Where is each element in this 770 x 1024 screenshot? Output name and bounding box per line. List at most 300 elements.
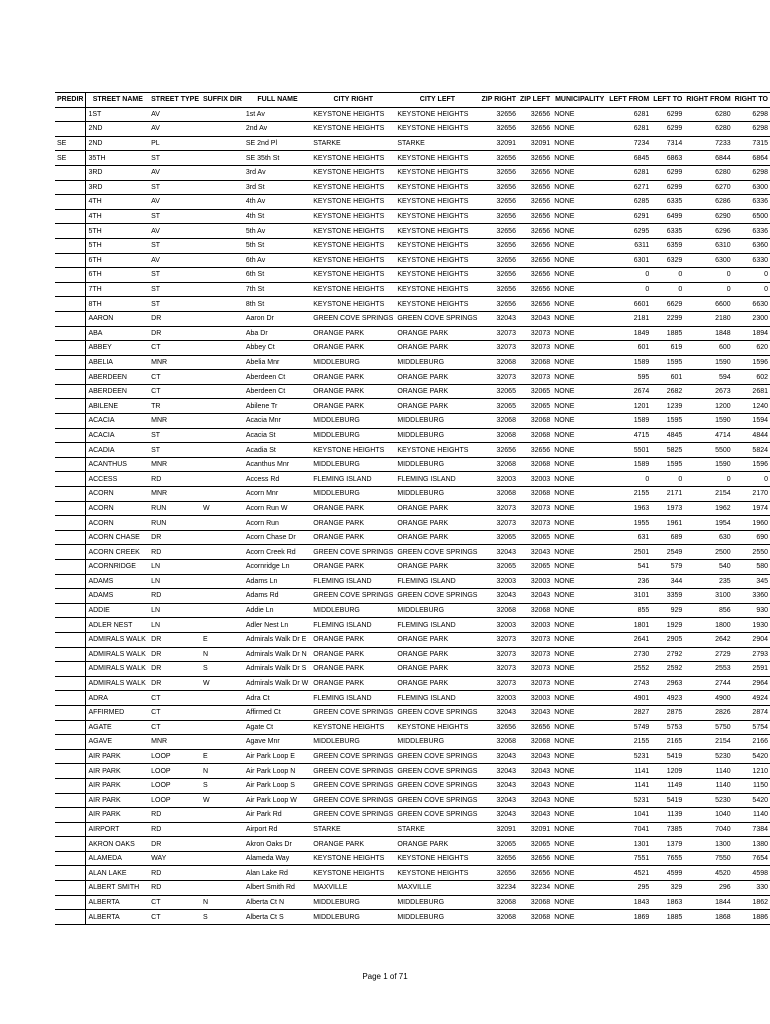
- cell-suffix-dir: [201, 720, 244, 735]
- cell-street-name: 4TH: [86, 209, 149, 224]
- cell-city-left: KEYSTONE HEIGHTS: [395, 720, 479, 735]
- cell-street-type: RD: [149, 822, 201, 837]
- cell-city-left: MIDDLEBURG: [395, 603, 479, 618]
- cell-municipality: NONE: [552, 165, 607, 180]
- cell-right-to: 1380: [733, 837, 770, 852]
- cell-right-from: 1590: [684, 457, 732, 472]
- cell-zip-right: 32043: [479, 793, 517, 808]
- cell-suffix-dir: [201, 443, 244, 458]
- cell-full-name: Alan Lake Rd: [244, 866, 311, 881]
- cell-city-left: ORANGE PARK: [395, 341, 479, 356]
- table-row: [55, 691, 770, 706]
- cell-city-left: KEYSTONE HEIGHTS: [395, 268, 479, 283]
- table-row: [55, 705, 770, 720]
- cell-street-type: DR: [149, 662, 201, 677]
- cell-municipality: NONE: [552, 618, 607, 633]
- cell-street-name: ALAN LAKE: [86, 866, 149, 881]
- cell-left-to: 7314: [651, 136, 684, 151]
- cell-street-type: RUN: [149, 501, 201, 516]
- cell-full-name: 6th St: [244, 268, 311, 283]
- cell-suffix-dir: [201, 209, 244, 224]
- cell-suffix-dir: [201, 837, 244, 852]
- cell-right-to: 1596: [733, 457, 770, 472]
- table-row: [55, 881, 770, 896]
- cell-suffix-dir: [201, 560, 244, 575]
- table-row: [55, 895, 770, 910]
- cell-zip-left: 32073: [518, 370, 552, 385]
- cell-street-type: LOOP: [149, 749, 201, 764]
- cell-city-left: KEYSTONE HEIGHTS: [395, 866, 479, 881]
- cell-suffix-dir: [201, 428, 244, 443]
- cell-left-to: 1885: [651, 910, 684, 925]
- cell-zip-left: 32656: [518, 224, 552, 239]
- cell-left-from: 1141: [607, 764, 651, 779]
- cell-city-right: MIDDLEBURG: [311, 735, 395, 750]
- cell-municipality: NONE: [552, 574, 607, 589]
- cell-municipality: NONE: [552, 268, 607, 283]
- cell-left-from: 7234: [607, 136, 651, 151]
- cell-right-to: 1930: [733, 618, 770, 633]
- cell-suffix-dir: [201, 282, 244, 297]
- cell-right-to: 1894: [733, 326, 770, 341]
- table-row: [55, 618, 770, 633]
- cell-suffix-dir: W: [201, 676, 244, 691]
- cell-city-left: KEYSTONE HEIGHTS: [395, 107, 479, 122]
- cell-zip-right: 32068: [479, 457, 517, 472]
- cell-municipality: NONE: [552, 443, 607, 458]
- cell-predir: [55, 676, 86, 691]
- cell-city-right: KEYSTONE HEIGHTS: [311, 297, 395, 312]
- cell-left-to: 7655: [651, 851, 684, 866]
- cell-right-to: 1974: [733, 501, 770, 516]
- cell-city-right: KEYSTONE HEIGHTS: [311, 851, 395, 866]
- cell-zip-right: 32073: [479, 632, 517, 647]
- cell-suffix-dir: [201, 370, 244, 385]
- page-number: Page 1 of 71: [362, 972, 408, 981]
- table-row: [55, 589, 770, 604]
- cell-suffix-dir: [201, 122, 244, 137]
- table-row: [55, 297, 770, 312]
- cell-right-to: 0: [733, 472, 770, 487]
- cell-city-right: KEYSTONE HEIGHTS: [311, 195, 395, 210]
- cell-left-to: 689: [651, 530, 684, 545]
- cell-right-from: 235: [684, 574, 732, 589]
- cell-zip-right: 32656: [479, 282, 517, 297]
- cell-zip-left: 32656: [518, 238, 552, 253]
- cell-street-type: LN: [149, 560, 201, 575]
- cell-street-type: ST: [149, 443, 201, 458]
- cell-right-to: 330: [733, 881, 770, 896]
- cell-zip-right: 32073: [479, 647, 517, 662]
- cell-right-to: 930: [733, 603, 770, 618]
- cell-predir: [55, 545, 86, 560]
- cell-street-name: ABBEY: [86, 341, 149, 356]
- cell-city-left: GREEN COVE SPRINGS: [395, 545, 479, 560]
- cell-municipality: NONE: [552, 910, 607, 925]
- cell-city-right: ORANGE PARK: [311, 384, 395, 399]
- cell-right-from: 7233: [684, 136, 732, 151]
- cell-suffix-dir: [201, 253, 244, 268]
- cell-street-name: 3RD: [86, 180, 149, 195]
- cell-street-name: ACADIA: [86, 443, 149, 458]
- cell-left-to: 6299: [651, 107, 684, 122]
- cell-suffix-dir: [201, 866, 244, 881]
- column-header-right-from: RIGHT FROM: [684, 93, 732, 108]
- cell-city-left: GREEN COVE SPRINGS: [395, 764, 479, 779]
- cell-street-type: RD: [149, 472, 201, 487]
- cell-right-to: 580: [733, 560, 770, 575]
- cell-zip-left: 32656: [518, 720, 552, 735]
- cell-city-left: ORANGE PARK: [395, 837, 479, 852]
- table-row: [55, 282, 770, 297]
- cell-left-from: 1589: [607, 414, 651, 429]
- cell-zip-left: 32656: [518, 165, 552, 180]
- cell-left-from: 2730: [607, 647, 651, 662]
- cell-left-to: 2299: [651, 311, 684, 326]
- cell-city-right: ORANGE PARK: [311, 530, 395, 545]
- cell-full-name: Acorn Run W: [244, 501, 311, 516]
- cell-right-from: 6270: [684, 180, 732, 195]
- cell-suffix-dir: W: [201, 501, 244, 516]
- table-row: [55, 151, 770, 166]
- cell-left-from: 1589: [607, 355, 651, 370]
- cell-zip-right: 32003: [479, 472, 517, 487]
- cell-street-type: MNR: [149, 735, 201, 750]
- cell-predir: [55, 705, 86, 720]
- cell-full-name: Acorn Chase Dr: [244, 530, 311, 545]
- cell-zip-left: 32003: [518, 472, 552, 487]
- cell-municipality: NONE: [552, 414, 607, 429]
- cell-street-name: ACCESS: [86, 472, 149, 487]
- cell-right-to: 0: [733, 282, 770, 297]
- cell-predir: [55, 370, 86, 385]
- cell-suffix-dir: [201, 457, 244, 472]
- cell-full-name: Access Rd: [244, 472, 311, 487]
- cell-full-name: Airport Rd: [244, 822, 311, 837]
- cell-zip-left: 32065: [518, 530, 552, 545]
- cell-city-right: MIDDLEBURG: [311, 414, 395, 429]
- cell-street-type: AV: [149, 195, 201, 210]
- cell-left-to: 619: [651, 341, 684, 356]
- cell-suffix-dir: [201, 851, 244, 866]
- cell-street-name: ACACIA: [86, 414, 149, 429]
- cell-municipality: NONE: [552, 676, 607, 691]
- column-header-full-name: FULL NAME: [244, 93, 311, 108]
- cell-left-from: 6271: [607, 180, 651, 195]
- table-row: [55, 676, 770, 691]
- cell-street-type: ST: [149, 297, 201, 312]
- cell-right-to: 2591: [733, 662, 770, 677]
- cell-street-name: ABA: [86, 326, 149, 341]
- cell-zip-left: 32656: [518, 151, 552, 166]
- cell-predir: [55, 195, 86, 210]
- cell-left-to: 0: [651, 268, 684, 283]
- table-row: [55, 516, 770, 531]
- cell-city-right: KEYSTONE HEIGHTS: [311, 268, 395, 283]
- cell-street-type: LN: [149, 574, 201, 589]
- cell-city-right: FLEMING ISLAND: [311, 574, 395, 589]
- cell-zip-left: 32043: [518, 764, 552, 779]
- cell-predir: [55, 647, 86, 662]
- cell-predir: [55, 501, 86, 516]
- cell-municipality: NONE: [552, 238, 607, 253]
- cell-suffix-dir: [201, 881, 244, 896]
- cell-right-to: 4844: [733, 428, 770, 443]
- cell-municipality: NONE: [552, 793, 607, 808]
- cell-city-right: KEYSTONE HEIGHTS: [311, 720, 395, 735]
- cell-right-from: 1140: [684, 778, 732, 793]
- cell-zip-right: 32656: [479, 224, 517, 239]
- cell-right-from: 5230: [684, 749, 732, 764]
- cell-street-name: 6TH: [86, 253, 149, 268]
- cell-city-left: MIDDLEBURG: [395, 355, 479, 370]
- cell-zip-left: 32068: [518, 355, 552, 370]
- cell-zip-right: 32656: [479, 151, 517, 166]
- table-row: [55, 764, 770, 779]
- table-row: [55, 545, 770, 560]
- cell-municipality: NONE: [552, 808, 607, 823]
- table-row: [55, 238, 770, 253]
- cell-suffix-dir: [201, 107, 244, 122]
- cell-street-type: CT: [149, 895, 201, 910]
- cell-predir: [55, 837, 86, 852]
- cell-city-left: KEYSTONE HEIGHTS: [395, 238, 479, 253]
- cell-predir: [55, 253, 86, 268]
- cell-left-from: 6311: [607, 238, 651, 253]
- cell-zip-left: 32068: [518, 487, 552, 502]
- cell-suffix-dir: [201, 574, 244, 589]
- table-row: [55, 662, 770, 677]
- cell-right-from: 1590: [684, 355, 732, 370]
- cell-right-from: 1954: [684, 516, 732, 531]
- cell-municipality: NONE: [552, 370, 607, 385]
- cell-city-right: GREEN COVE SPRINGS: [311, 764, 395, 779]
- cell-zip-left: 32656: [518, 866, 552, 881]
- cell-zip-right: 32068: [479, 895, 517, 910]
- cell-left-from: 6281: [607, 165, 651, 180]
- cell-street-name: ALBERT SMITH: [86, 881, 149, 896]
- cell-street-name: ACORN: [86, 487, 149, 502]
- cell-municipality: NONE: [552, 691, 607, 706]
- cell-left-to: 1379: [651, 837, 684, 852]
- table-row: [55, 268, 770, 283]
- cell-right-to: 4924: [733, 691, 770, 706]
- cell-suffix-dir: [201, 808, 244, 823]
- cell-city-left: KEYSTONE HEIGHTS: [395, 180, 479, 195]
- cell-left-to: 5419: [651, 749, 684, 764]
- cell-street-type: LN: [149, 603, 201, 618]
- cell-left-to: 3359: [651, 589, 684, 604]
- cell-predir: [55, 603, 86, 618]
- cell-full-name: Affirmed Ct: [244, 705, 311, 720]
- cell-city-right: FLEMING ISLAND: [311, 618, 395, 633]
- cell-zip-right: 32043: [479, 705, 517, 720]
- cell-zip-right: 32068: [479, 428, 517, 443]
- cell-zip-right: 32091: [479, 822, 517, 837]
- cell-predir: [55, 238, 86, 253]
- cell-zip-right: 32043: [479, 545, 517, 560]
- cell-zip-left: 32043: [518, 749, 552, 764]
- table-row: [55, 837, 770, 852]
- cell-street-name: ALBERTA: [86, 895, 149, 910]
- cell-right-to: 1862: [733, 895, 770, 910]
- cell-left-to: 579: [651, 560, 684, 575]
- cell-predir: [55, 735, 86, 750]
- cell-left-from: 1589: [607, 457, 651, 472]
- cell-city-right: KEYSTONE HEIGHTS: [311, 122, 395, 137]
- cell-street-type: MNR: [149, 414, 201, 429]
- cell-right-to: 7654: [733, 851, 770, 866]
- column-header-right-to: RIGHT TO: [733, 93, 770, 108]
- cell-street-type: RUN: [149, 516, 201, 531]
- cell-right-from: 540: [684, 560, 732, 575]
- cell-full-name: Agate Ct: [244, 720, 311, 735]
- cell-right-to: 6336: [733, 224, 770, 239]
- cell-city-left: KEYSTONE HEIGHTS: [395, 282, 479, 297]
- cell-city-right: KEYSTONE HEIGHTS: [311, 209, 395, 224]
- cell-suffix-dir: [201, 326, 244, 341]
- cell-city-left: MAXVILLE: [395, 881, 479, 896]
- cell-street-name: ACANTHUS: [86, 457, 149, 472]
- cell-street-type: AV: [149, 253, 201, 268]
- cell-left-to: 6499: [651, 209, 684, 224]
- cell-zip-left: 32068: [518, 895, 552, 910]
- cell-predir: [55, 384, 86, 399]
- cell-predir: SE: [55, 151, 86, 166]
- cell-right-from: 0: [684, 282, 732, 297]
- cell-left-to: 929: [651, 603, 684, 618]
- cell-left-from: 6281: [607, 107, 651, 122]
- cell-right-to: 3360: [733, 589, 770, 604]
- cell-city-left: GREEN COVE SPRINGS: [395, 311, 479, 326]
- cell-zip-right: 32065: [479, 384, 517, 399]
- cell-street-name: ALBERTA: [86, 910, 149, 925]
- cell-right-from: 6844: [684, 151, 732, 166]
- cell-street-type: CT: [149, 691, 201, 706]
- cell-street-type: MNR: [149, 457, 201, 472]
- cell-right-from: 6286: [684, 195, 732, 210]
- cell-predir: [55, 822, 86, 837]
- cell-municipality: NONE: [552, 545, 607, 560]
- cell-right-from: 1140: [684, 764, 732, 779]
- cell-right-to: 602: [733, 370, 770, 385]
- cell-municipality: NONE: [552, 589, 607, 604]
- cell-full-name: 1st Av: [244, 107, 311, 122]
- cell-city-left: KEYSTONE HEIGHTS: [395, 209, 479, 224]
- cell-city-left: ORANGE PARK: [395, 560, 479, 575]
- cell-municipality: NONE: [552, 735, 607, 750]
- cell-left-to: 1239: [651, 399, 684, 414]
- cell-right-from: 1300: [684, 837, 732, 852]
- cell-predir: [55, 165, 86, 180]
- cell-city-left: GREEN COVE SPRINGS: [395, 705, 479, 720]
- cell-predir: [55, 297, 86, 312]
- column-header-zip-left: ZIP LEFT: [518, 93, 552, 108]
- table-row: [55, 866, 770, 881]
- cell-municipality: NONE: [552, 851, 607, 866]
- cell-left-to: 6359: [651, 238, 684, 253]
- street-table: [55, 92, 770, 925]
- cell-right-to: 5420: [733, 793, 770, 808]
- cell-right-to: 2166: [733, 735, 770, 750]
- cell-street-type: CT: [149, 705, 201, 720]
- cell-zip-left: 32656: [518, 443, 552, 458]
- cell-municipality: NONE: [552, 837, 607, 852]
- column-header-city-left: CITY LEFT: [395, 93, 479, 108]
- cell-left-to: 6299: [651, 180, 684, 195]
- cell-city-right: KEYSTONE HEIGHTS: [311, 282, 395, 297]
- cell-street-name: ABELIA: [86, 355, 149, 370]
- cell-street-name: ADMIRALS WALK: [86, 647, 149, 662]
- cell-city-right: ORANGE PARK: [311, 370, 395, 385]
- cell-city-right: ORANGE PARK: [311, 326, 395, 341]
- cell-full-name: 6th Av: [244, 253, 311, 268]
- cell-street-type: CT: [149, 720, 201, 735]
- cell-zip-right: 32065: [479, 837, 517, 852]
- cell-city-right: ORANGE PARK: [311, 516, 395, 531]
- cell-right-from: 6600: [684, 297, 732, 312]
- cell-municipality: NONE: [552, 516, 607, 531]
- table-row: [55, 195, 770, 210]
- cell-full-name: Air Park Loop S: [244, 778, 311, 793]
- cell-left-from: 2155: [607, 487, 651, 502]
- cell-suffix-dir: [201, 195, 244, 210]
- cell-left-to: 1973: [651, 501, 684, 516]
- cell-zip-left: 32073: [518, 676, 552, 691]
- cell-right-to: 1596: [733, 355, 770, 370]
- cell-street-type: MNR: [149, 355, 201, 370]
- cell-right-from: 7040: [684, 822, 732, 837]
- cell-street-type: AV: [149, 165, 201, 180]
- cell-street-name: AIRPORT: [86, 822, 149, 837]
- cell-city-right: FLEMING ISLAND: [311, 472, 395, 487]
- cell-zip-left: 32043: [518, 778, 552, 793]
- cell-right-from: 5500: [684, 443, 732, 458]
- cell-city-right: KEYSTONE HEIGHTS: [311, 107, 395, 122]
- cell-zip-right: 32065: [479, 530, 517, 545]
- cell-street-name: ADAMS: [86, 589, 149, 604]
- cell-zip-left: 32065: [518, 399, 552, 414]
- cell-zip-left: 32068: [518, 457, 552, 472]
- cell-city-left: KEYSTONE HEIGHTS: [395, 165, 479, 180]
- cell-zip-left: 32068: [518, 414, 552, 429]
- cell-city-right: FLEMING ISLAND: [311, 691, 395, 706]
- cell-suffix-dir: [201, 472, 244, 487]
- cell-left-from: 7041: [607, 822, 651, 837]
- cell-city-right: ORANGE PARK: [311, 662, 395, 677]
- cell-predir: [55, 180, 86, 195]
- cell-street-name: ABERDEEN: [86, 384, 149, 399]
- cell-street-type: DR: [149, 647, 201, 662]
- cell-right-to: 6864: [733, 151, 770, 166]
- cell-street-name: ACORN CREEK: [86, 545, 149, 560]
- cell-zip-right: 32656: [479, 443, 517, 458]
- cell-zip-right: 32043: [479, 778, 517, 793]
- table-row: [55, 165, 770, 180]
- cell-right-from: 4520: [684, 866, 732, 881]
- cell-left-from: 295: [607, 881, 651, 896]
- cell-predir: [55, 895, 86, 910]
- cell-zip-left: 32656: [518, 107, 552, 122]
- cell-right-from: 856: [684, 603, 732, 618]
- table-row: [55, 414, 770, 429]
- cell-municipality: NONE: [552, 662, 607, 677]
- cell-zip-left: 32003: [518, 618, 552, 633]
- cell-suffix-dir: [201, 603, 244, 618]
- cell-predir: [55, 632, 86, 647]
- cell-left-from: 6295: [607, 224, 651, 239]
- cell-right-from: 594: [684, 370, 732, 385]
